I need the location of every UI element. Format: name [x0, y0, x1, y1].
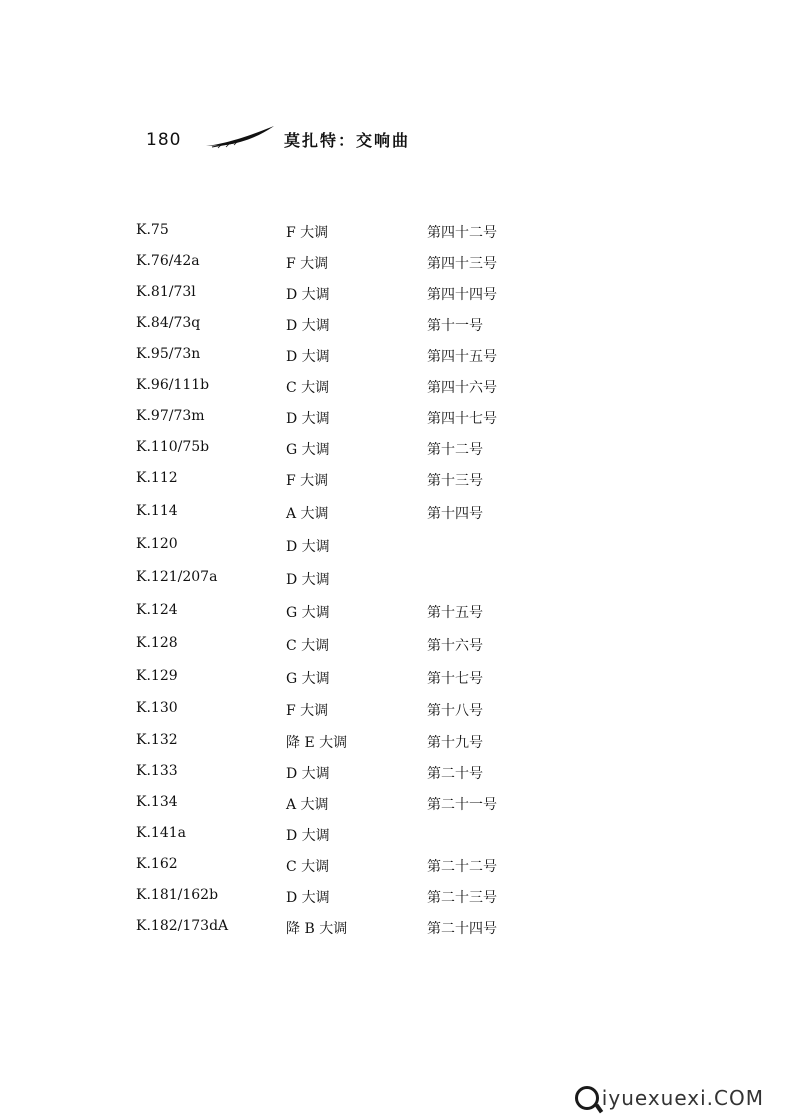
koechel-number: K.132 [136, 732, 178, 748]
key-signature: A 大调 [286, 797, 329, 813]
watermark-text: iyuexuexi.COM [601, 1086, 764, 1110]
koechel-number: K.120 [136, 536, 178, 552]
catalog-row [136, 887, 556, 907]
symphony-number: 第二十三号 [427, 890, 497, 906]
symphony-number: 第二十号 [427, 766, 483, 782]
catalog-row [136, 700, 556, 720]
koechel-number: K.110/75b [136, 439, 210, 455]
key-signature: D 大调 [286, 287, 330, 303]
koechel-number: K.141a [136, 825, 186, 841]
catalog-row [136, 536, 556, 556]
catalog-row [136, 668, 556, 688]
koechel-number: K.124 [136, 602, 178, 618]
catalog-row [136, 346, 556, 366]
koechel-number: K.128 [136, 635, 178, 651]
symphony-number: 第四十四号 [427, 287, 497, 303]
symphony-number: 第二十二号 [427, 859, 497, 875]
key-signature: D 大调 [286, 890, 330, 906]
koechel-number: K.130 [136, 700, 178, 716]
symphony-number: 第十三号 [427, 473, 483, 489]
site-watermark [575, 1086, 764, 1110]
key-signature: G 大调 [286, 671, 330, 687]
koechel-number: K.133 [136, 763, 178, 779]
symphony-number: 第四十六号 [427, 380, 497, 396]
symphony-number: 第二十四号 [427, 921, 497, 937]
catalog-row [136, 503, 556, 523]
key-signature: D 大调 [286, 828, 330, 844]
symphony-number: 第十九号 [427, 735, 483, 751]
catalog-row [136, 408, 556, 428]
key-signature: G 大调 [286, 605, 330, 621]
key-signature: F 大调 [286, 225, 329, 241]
symphony-number: 第十二号 [427, 442, 483, 458]
key-signature: D 大调 [286, 318, 330, 334]
catalog-row [136, 569, 556, 589]
symphony-number: 第四十三号 [427, 256, 497, 272]
koechel-number: K.181/162b [136, 887, 219, 903]
key-signature: 降 E 大调 [286, 735, 348, 751]
q-logo-icon [575, 1086, 599, 1110]
key-signature: A 大调 [286, 506, 329, 522]
key-signature: 降 B 大调 [286, 921, 348, 937]
catalog-row [136, 825, 556, 845]
catalog-row [136, 315, 556, 335]
key-signature: C 大调 [286, 859, 330, 875]
key-signature: D 大调 [286, 572, 330, 588]
symphony-number: 第十六号 [427, 638, 483, 654]
key-signature: C 大调 [286, 380, 330, 396]
koechel-number: K.84/73q [136, 315, 201, 331]
catalog-row [136, 763, 556, 783]
koechel-number: K.76/42a [136, 253, 200, 269]
symphony-number: 第十八号 [427, 703, 483, 719]
symphony-number: 第四十二号 [427, 225, 497, 241]
catalog-row [136, 602, 556, 622]
koechel-number: K.97/73m [136, 408, 205, 424]
symphony-number: 第四十五号 [427, 349, 497, 365]
symphony-number: 第二十一号 [427, 797, 497, 813]
catalog-row [136, 439, 556, 459]
key-signature: D 大调 [286, 411, 330, 427]
key-signature: G 大调 [286, 442, 330, 458]
key-signature: F 大调 [286, 703, 329, 719]
catalog-row [136, 284, 556, 304]
koechel-number: K.162 [136, 856, 178, 872]
page-header [146, 122, 606, 158]
running-title: 莫扎特：交响曲 [284, 131, 411, 150]
catalog-row [136, 856, 556, 876]
catalog-row [136, 794, 556, 814]
quill-pen-icon [204, 124, 276, 150]
koechel-number: K.75 [136, 222, 169, 238]
catalog-row [136, 635, 556, 655]
koechel-number: K.134 [136, 794, 178, 810]
key-signature: F 大调 [286, 256, 329, 272]
key-signature: D 大调 [286, 349, 330, 365]
koechel-number: K.114 [136, 503, 178, 519]
symphony-number: 第十七号 [427, 671, 483, 687]
key-signature: D 大调 [286, 766, 330, 782]
catalog-row [136, 470, 556, 490]
koechel-number: K.121/207a [136, 569, 218, 585]
koechel-number: K.95/73n [136, 346, 201, 362]
symphony-number: 第十五号 [427, 605, 483, 621]
key-signature: D 大调 [286, 539, 330, 555]
koechel-number: K.129 [136, 668, 178, 684]
koechel-number: K.112 [136, 470, 178, 486]
page-number: 180 [146, 130, 182, 150]
symphony-number: 第十四号 [427, 506, 483, 522]
catalog-row [136, 222, 556, 242]
koechel-number: K.182/173dA [136, 918, 229, 934]
symphony-number: 第四十七号 [427, 411, 497, 427]
catalog-row [136, 732, 556, 752]
key-signature: C 大调 [286, 638, 330, 654]
koechel-number: K.96/111b [136, 377, 210, 393]
catalog-row [136, 918, 556, 938]
catalog-row [136, 377, 556, 397]
koechel-number: K.81/73l [136, 284, 196, 300]
catalog-row [136, 253, 556, 273]
key-signature: F 大调 [286, 473, 329, 489]
symphony-number: 第十一号 [427, 318, 483, 334]
